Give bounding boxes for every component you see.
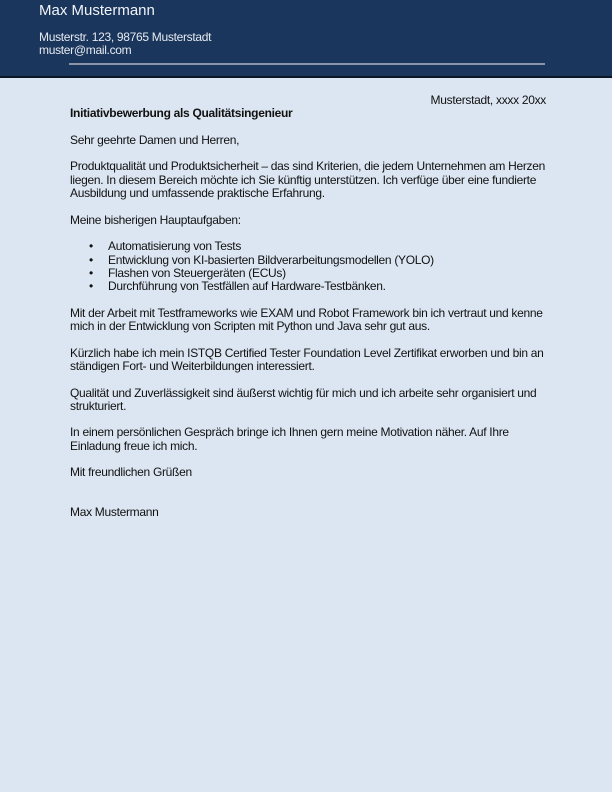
list-item [89, 279, 546, 294]
sender-email: muster@mail.com [39, 43, 132, 57]
closing: Mit freundlichen Grüßen [70, 465, 192, 480]
letter-subject: Initiativbewerbung als Qualitätsingenieur [70, 106, 293, 121]
signature-gap [70, 493, 546, 506]
tasks-list [70, 240, 546, 293]
interview-paragraph: In einem persönlichen Gespräch bringe ich Ihnen gern meine Motivation näher. Auf Ihre Einladung freue ich mich. [70, 425, 509, 453]
bullet-icon: • [89, 265, 93, 280]
list-item [89, 252, 546, 267]
sender-contact [39, 31, 211, 57]
istqb-paragraph: Kürzlich habe ich mein ISTQB Certified Tester Foundation Level Zertifikat erworben und bin an ständigen Fort- und Weiterbildungen interessiert. [70, 345, 544, 373]
bullet-icon: • [89, 279, 93, 294]
letter-date: Musterstadt, xxxx 20xx [430, 93, 546, 107]
bullet-icon: • [89, 252, 93, 267]
sender-address: Musterstr. 123, 98765 Musterstadt [39, 30, 212, 44]
task-text: Entwicklung von KI-basierten Bildverarbeitungsmodellen (YOLO) [108, 252, 434, 267]
salutation: Sehr geehrte Damen und Herren, [70, 132, 240, 147]
letter-body [70, 94, 546, 520]
letterhead [0, 0, 612, 78]
task-text: Automatisierung von Tests [108, 239, 242, 254]
header-divider [69, 63, 545, 65]
list-item [89, 265, 546, 280]
task-text: Flashen von Steuergeräten (ECUs) [108, 265, 286, 280]
tasks-heading: Meine bisherigen Hauptaufgaben: [70, 212, 241, 227]
frameworks-paragraph: Mit der Arbeit mit Testframeworks wie EXAM und Robot Framework bin ich vertraut und kenne mich in der Entwicklung von Scripten mit Python und Java sehr gut aus. [70, 305, 543, 334]
list-item [89, 239, 546, 254]
intro-paragraph: Produktqualität und Produktsicherheit – das sind Kriterien, die jedem Unternehmen am Herzen liegen. In diesem Bereich möchte ich Sie künftig unterstützen. Ich verfüge über eine fundierte Ausbildung und umfassende praktische Erfahrung. [70, 159, 545, 201]
signature-name: Max Mustermann [70, 505, 159, 520]
task-text: Durchführung von Testfällen auf Hardware-Testbänken. [108, 279, 386, 294]
bullet-icon: • [89, 239, 93, 254]
quality-paragraph: Qualität und Zuverlässigkeit sind äußerst wichtig für mich und ich arbeite sehr organisiert und strukturiert. [70, 385, 537, 413]
sender-name: Max Mustermann [39, 2, 155, 19]
